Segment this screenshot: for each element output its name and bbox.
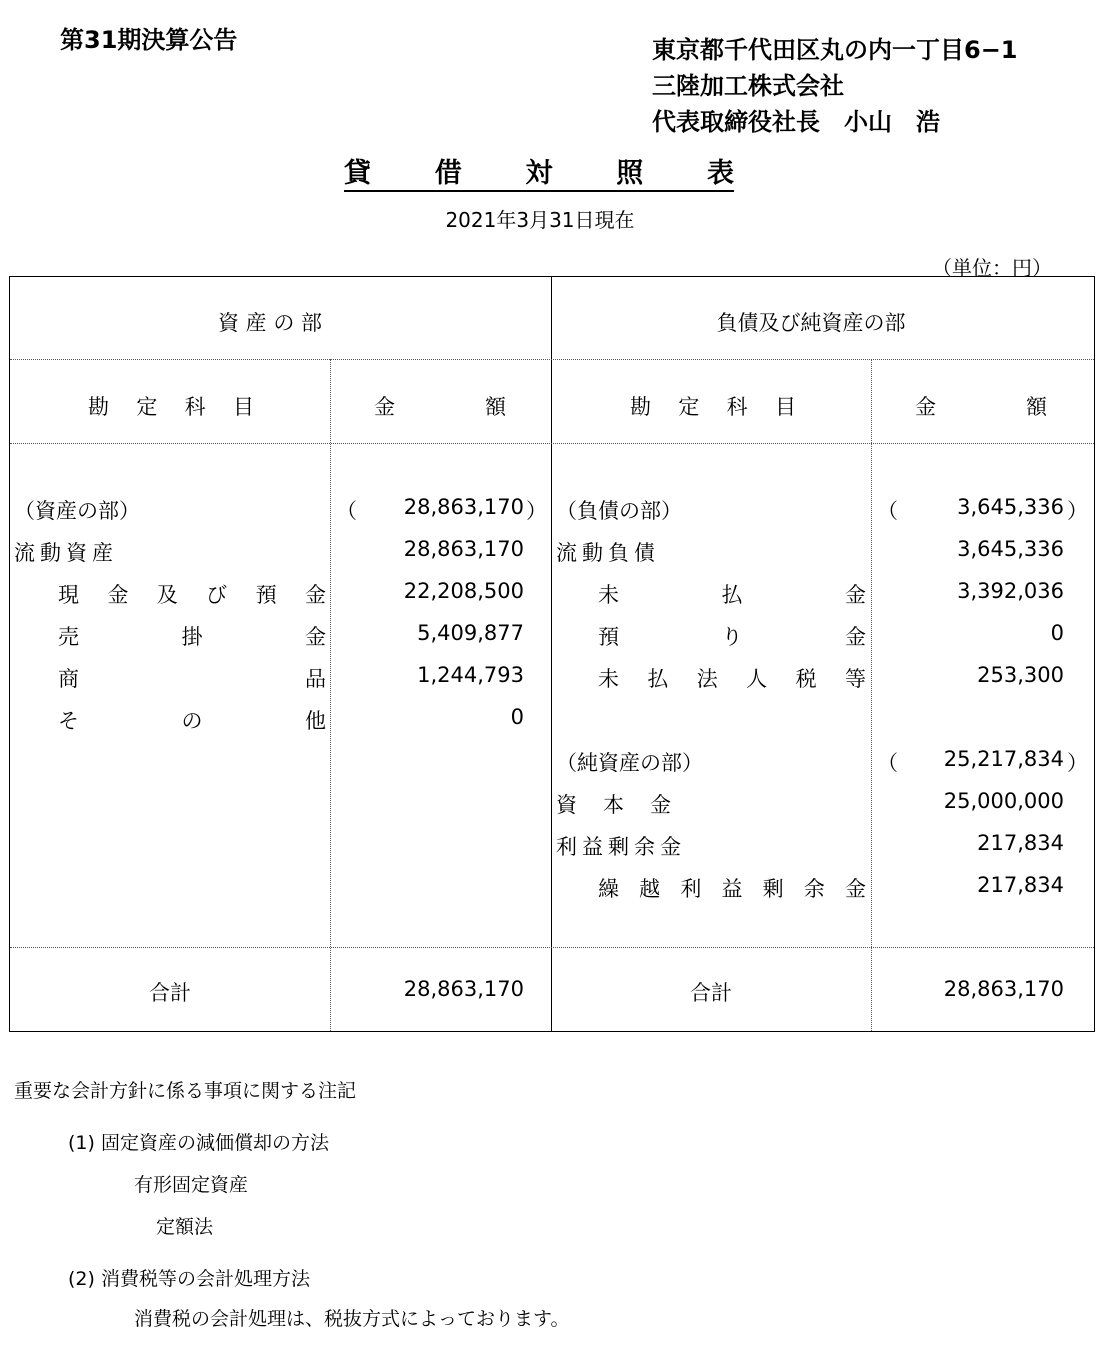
title-char: 貸 — [344, 158, 371, 189]
header-char: 額 — [1026, 395, 1047, 419]
capital-stock-amount: 25,000,000 — [943, 789, 1064, 813]
income-taxes-payable-amount: 253,300 — [977, 663, 1064, 687]
label-char: 未 — [598, 583, 619, 607]
assets-column-divider — [330, 359, 331, 1031]
current-liabilities-label: 流動負債 — [556, 541, 660, 565]
header-char: 額 — [485, 395, 506, 419]
note-item-2-title: (2) 消費税等の会計処理方法 — [68, 1268, 310, 1290]
current-assets-label: 流動資産 — [14, 541, 118, 565]
balance-sheet-table — [9, 276, 1095, 1032]
label-char: 金 — [845, 583, 866, 607]
other-assets-label — [58, 705, 326, 735]
header-char: 金 — [374, 395, 395, 419]
label-char: 金 — [845, 625, 866, 649]
label-char: 利 — [680, 877, 702, 901]
label-char: び — [206, 583, 228, 607]
cash-deposits-label — [58, 579, 326, 609]
deposits-received-amount: 0 — [1050, 621, 1064, 645]
label-char: 売 — [58, 625, 79, 649]
cash-deposits-amount: 22,208,500 — [403, 579, 524, 603]
label-char: 掛 — [181, 625, 203, 649]
label-char: 現 — [58, 583, 79, 607]
liab-account-header — [630, 391, 796, 421]
header-char: 目 — [232, 395, 254, 419]
label-char: 金 — [844, 877, 866, 901]
label-char: 益 — [721, 877, 743, 901]
close-paren: ） — [526, 499, 547, 523]
net-assets-subtotal-amount: 25,217,834 — [943, 747, 1064, 771]
document-title — [344, 158, 734, 192]
liab-column-divider — [871, 359, 872, 1031]
current-assets-amount: 28,863,170 — [403, 537, 524, 561]
label-char: 預 — [598, 625, 619, 649]
header-char: 勘 — [88, 395, 109, 419]
header-char: 定 — [136, 395, 158, 419]
label-char: 越 — [639, 877, 661, 901]
note-item-1-sub: 有形固定資産 — [134, 1174, 249, 1196]
income-taxes-payable-label — [598, 663, 866, 693]
label-char: 及 — [156, 583, 178, 607]
label-char: 金 — [305, 625, 326, 649]
open-paren: （ — [877, 499, 898, 523]
capital-stock-label: 資本金 — [556, 793, 697, 817]
merchandise-label — [58, 663, 326, 693]
accounts-receivable-amount: 5,409,877 — [417, 621, 524, 645]
other-assets-amount: 0 — [510, 705, 524, 729]
company-name: 三陸加工株式会社 — [652, 72, 844, 100]
label-char: 法 — [696, 667, 718, 691]
assets-subtotal-label: （資産の部） — [14, 499, 140, 523]
column-header-divider — [10, 443, 1094, 444]
label-char: 税 — [795, 667, 817, 691]
title-char: 表 — [707, 158, 734, 189]
header-char: 目 — [774, 395, 796, 419]
retained-earnings-carried-forward-label — [598, 873, 866, 903]
company-address: 東京都千代田区丸の内一丁目6−1 — [652, 36, 1018, 64]
retained-earnings-carried-forward-amount: 217,834 — [977, 873, 1064, 897]
assets-total-label: 合計 — [149, 981, 191, 1005]
retained-earnings-amount: 217,834 — [977, 831, 1064, 855]
header-char: 金 — [915, 395, 936, 419]
label-char: そ — [58, 709, 79, 733]
header-char: 科 — [726, 395, 748, 419]
label-char: 剰 — [762, 877, 784, 901]
current-liabilities-amount: 3,645,336 — [957, 537, 1064, 561]
as-of-date: 2021年3月31日現在 — [445, 208, 635, 232]
header-char: 定 — [678, 395, 700, 419]
liab-section-header: 負債及び純資産の部 — [716, 311, 906, 335]
liab-total-amount: 28,863,170 — [943, 977, 1064, 1001]
title-char: 借 — [434, 158, 462, 189]
label-char: 払 — [647, 667, 669, 691]
open-paren: （ — [877, 751, 898, 775]
assets-subtotal-amount: 28,863,170 — [403, 495, 524, 519]
label-char: 未 — [598, 667, 619, 691]
accounts-payable-amount: 3,392,036 — [957, 579, 1064, 603]
label-char: 金 — [107, 583, 129, 607]
deposits-received-label — [598, 621, 866, 651]
liab-total-label: 合計 — [690, 981, 732, 1005]
accounts-receivable-label — [58, 621, 326, 651]
assets-section-header: 資 産 の 部 — [217, 311, 323, 335]
accounts-payable-label — [598, 579, 866, 609]
open-paren: （ — [336, 499, 357, 523]
note-item-1-detail: 定額法 — [156, 1216, 214, 1238]
assets-total-amount: 28,863,170 — [403, 977, 524, 1001]
representative: 代表取締役社長 小山 浩 — [652, 108, 940, 136]
assets-account-header — [88, 391, 254, 421]
liab-amount-header — [915, 391, 1047, 421]
label-char: 商 — [58, 667, 79, 691]
net-assets-subtotal-label: （純資産の部） — [556, 751, 703, 775]
label-char: 金 — [304, 583, 326, 607]
label-char: の — [181, 709, 203, 733]
label-char: 他 — [305, 709, 326, 733]
close-paren: ） — [1067, 499, 1088, 523]
section-header-divider — [10, 359, 1094, 360]
title-char: 対 — [525, 158, 553, 189]
label-char: 等 — [844, 667, 866, 691]
title-char: 照 — [616, 158, 644, 189]
period-title: 第31期決算公告 — [60, 26, 238, 54]
note-item-1-title: (1) 固定資産の減価償却の方法 — [68, 1132, 329, 1154]
liabilities-subtotal-amount: 3,645,336 — [957, 495, 1064, 519]
header-char: 科 — [184, 395, 206, 419]
notes-heading: 重要な会計方針に係る事項に関する注記 — [14, 1080, 357, 1102]
label-char: 払 — [721, 583, 743, 607]
unit-label: （単位：円） — [932, 256, 1052, 280]
center-divider — [551, 277, 552, 1031]
header-char: 勘 — [630, 395, 651, 419]
retained-earnings-label: 利益剰余金 — [556, 835, 686, 859]
assets-amount-header — [374, 391, 506, 421]
label-char: り — [721, 625, 743, 649]
total-divider — [10, 947, 1094, 948]
liabilities-subtotal-label: （負債の部） — [556, 499, 682, 523]
close-paren: ） — [1067, 751, 1088, 775]
label-char: 品 — [305, 667, 326, 691]
note-item-2-detail: 消費税の会計処理は、税抜方式によっております。 — [134, 1308, 570, 1330]
label-char: 人 — [746, 667, 768, 691]
label-char: 繰 — [598, 877, 619, 901]
label-char: 預 — [255, 583, 277, 607]
merchandise-amount: 1,244,793 — [417, 663, 524, 687]
label-char: 余 — [803, 877, 825, 901]
